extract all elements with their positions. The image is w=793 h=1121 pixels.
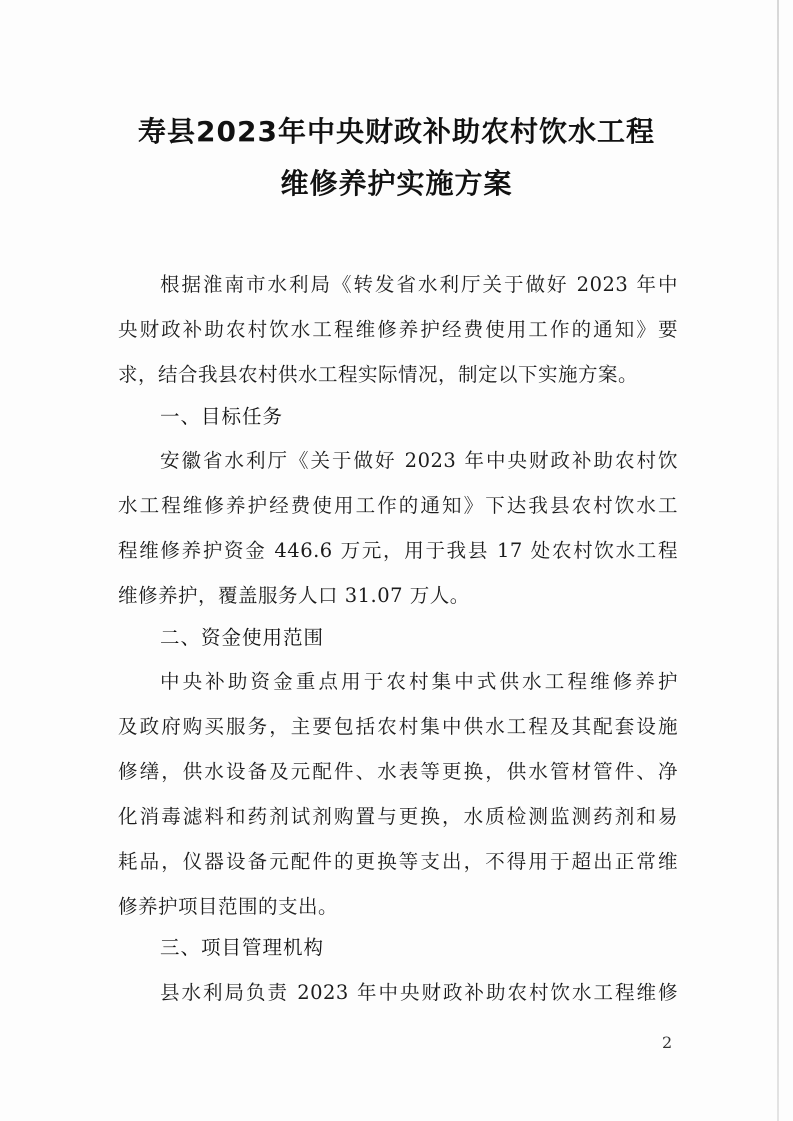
document-title-line2: 维修养护实施方案 — [280, 167, 513, 200]
document-title-line1: 寿县2023年中央财政补助农村饮水工程 — [138, 115, 655, 148]
section1-line: 程维修养护资金 446.6 万元，用于我县 17 处农村饮水工程 — [118, 539, 678, 562]
section1-line: 安徽省水利厅《关于做好 2023 年中央财政补助农村饮 — [160, 449, 678, 472]
section2-line: 及政府购买服务，主要包括农村集中供水工程及其配套设施 — [118, 715, 678, 738]
intro-line: 根据淮南市水利局《转发省水利厅关于做好 2023 年中 — [160, 273, 678, 296]
section1-line: 水工程维修养护经费使用工作的通知》下达我县农村饮水工 — [118, 494, 678, 517]
section2-line: 中央补助资金重点用于农村集中式供水工程维修养护 — [160, 670, 678, 693]
section3-line: 县水利局负责 2023 年中央财政补助农村饮水工程维修 — [160, 981, 678, 1004]
section-heading-target-task: 一、目标任务 — [160, 405, 284, 428]
page-number: 2 — [662, 1033, 673, 1052]
section2-line: 耗品，仪器设备元配件的更换等支出，不得用于超出正常维 — [118, 850, 678, 873]
intro-line: 央财政补助农村饮水工程维修养护经费使用工作的通知》要 — [118, 318, 678, 341]
section-heading-fund-scope: 二、资金使用范围 — [160, 626, 325, 649]
section-heading-management: 三、项目管理机构 — [160, 936, 325, 959]
intro-line: 求，结合我县农村供水工程实际情况，制定以下实施方案。 — [118, 363, 639, 386]
section2-line: 化消毒滤料和药剂试剂购置与更换，水质检测监测药剂和易 — [118, 805, 678, 828]
section2-line: 修养护项目范围的支出。 — [118, 895, 339, 918]
section1-line: 维修养护，覆盖服务人口 31.07 万人。 — [118, 584, 470, 607]
section2-line: 修缮，供水设备及元配件、水表等更换，供水管材管件、净 — [118, 760, 678, 783]
